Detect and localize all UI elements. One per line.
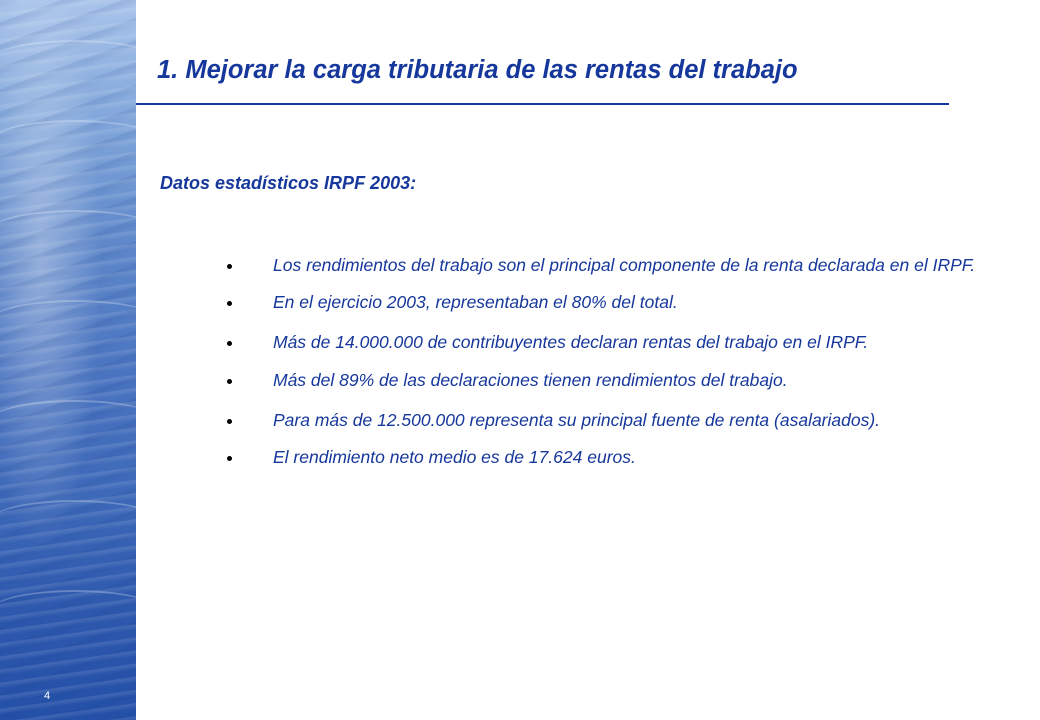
- section-subtitle: Datos estadísticos IRPF 2003:: [160, 173, 417, 193]
- bullet-item: [222, 407, 994, 434]
- bullet-dot-icon: [227, 301, 232, 306]
- bullet-text: En el ejercicio 2003, representaban el 80% del total.: [273, 292, 678, 312]
- decorative-water-panel: [0, 0, 136, 720]
- bullet-text: Más del 89% de las declaraciones tienen rendimientos del trabajo.: [273, 370, 788, 390]
- bullet-list: [222, 252, 994, 471]
- bullet-item: [222, 252, 994, 279]
- wave-ripple: [0, 400, 160, 442]
- wave-ripple: [0, 590, 160, 632]
- bullet-item: [222, 289, 994, 316]
- wave-ripple: [0, 120, 160, 162]
- wave-ripple: [0, 210, 160, 252]
- bullet-item: [222, 329, 994, 356]
- bullet-dot-icon: [227, 264, 232, 269]
- bullet-text: Los rendimientos del trabajo son el principal componente de la renta declarada en el IRPF.: [273, 255, 976, 275]
- bullet-dot-icon: [227, 341, 232, 346]
- bullet-dot-icon: [227, 379, 232, 384]
- wave-ripple: [0, 300, 160, 342]
- wave-ripple: [0, 40, 160, 82]
- bullet-text: Más de 14.000.000 de contribuyentes declaran rentas del trabajo en el IRPF.: [273, 332, 869, 352]
- wave-ripple: [0, 500, 160, 542]
- title-underline: [136, 103, 949, 105]
- bullet-dot-icon: [227, 456, 232, 461]
- bullet-dot-icon: [227, 419, 232, 424]
- slide-title: 1. Mejorar la carga tributaria de las rentas del trabajo: [157, 56, 798, 84]
- bullet-text: El rendimiento neto medio es de 17.624 euros.: [273, 447, 636, 467]
- bullet-item: [222, 444, 994, 471]
- bullet-text: Para más de 12.500.000 representa su principal fuente de renta (asalariados).: [273, 410, 881, 430]
- bullet-item: [222, 367, 994, 394]
- page-number: 4: [44, 690, 51, 702]
